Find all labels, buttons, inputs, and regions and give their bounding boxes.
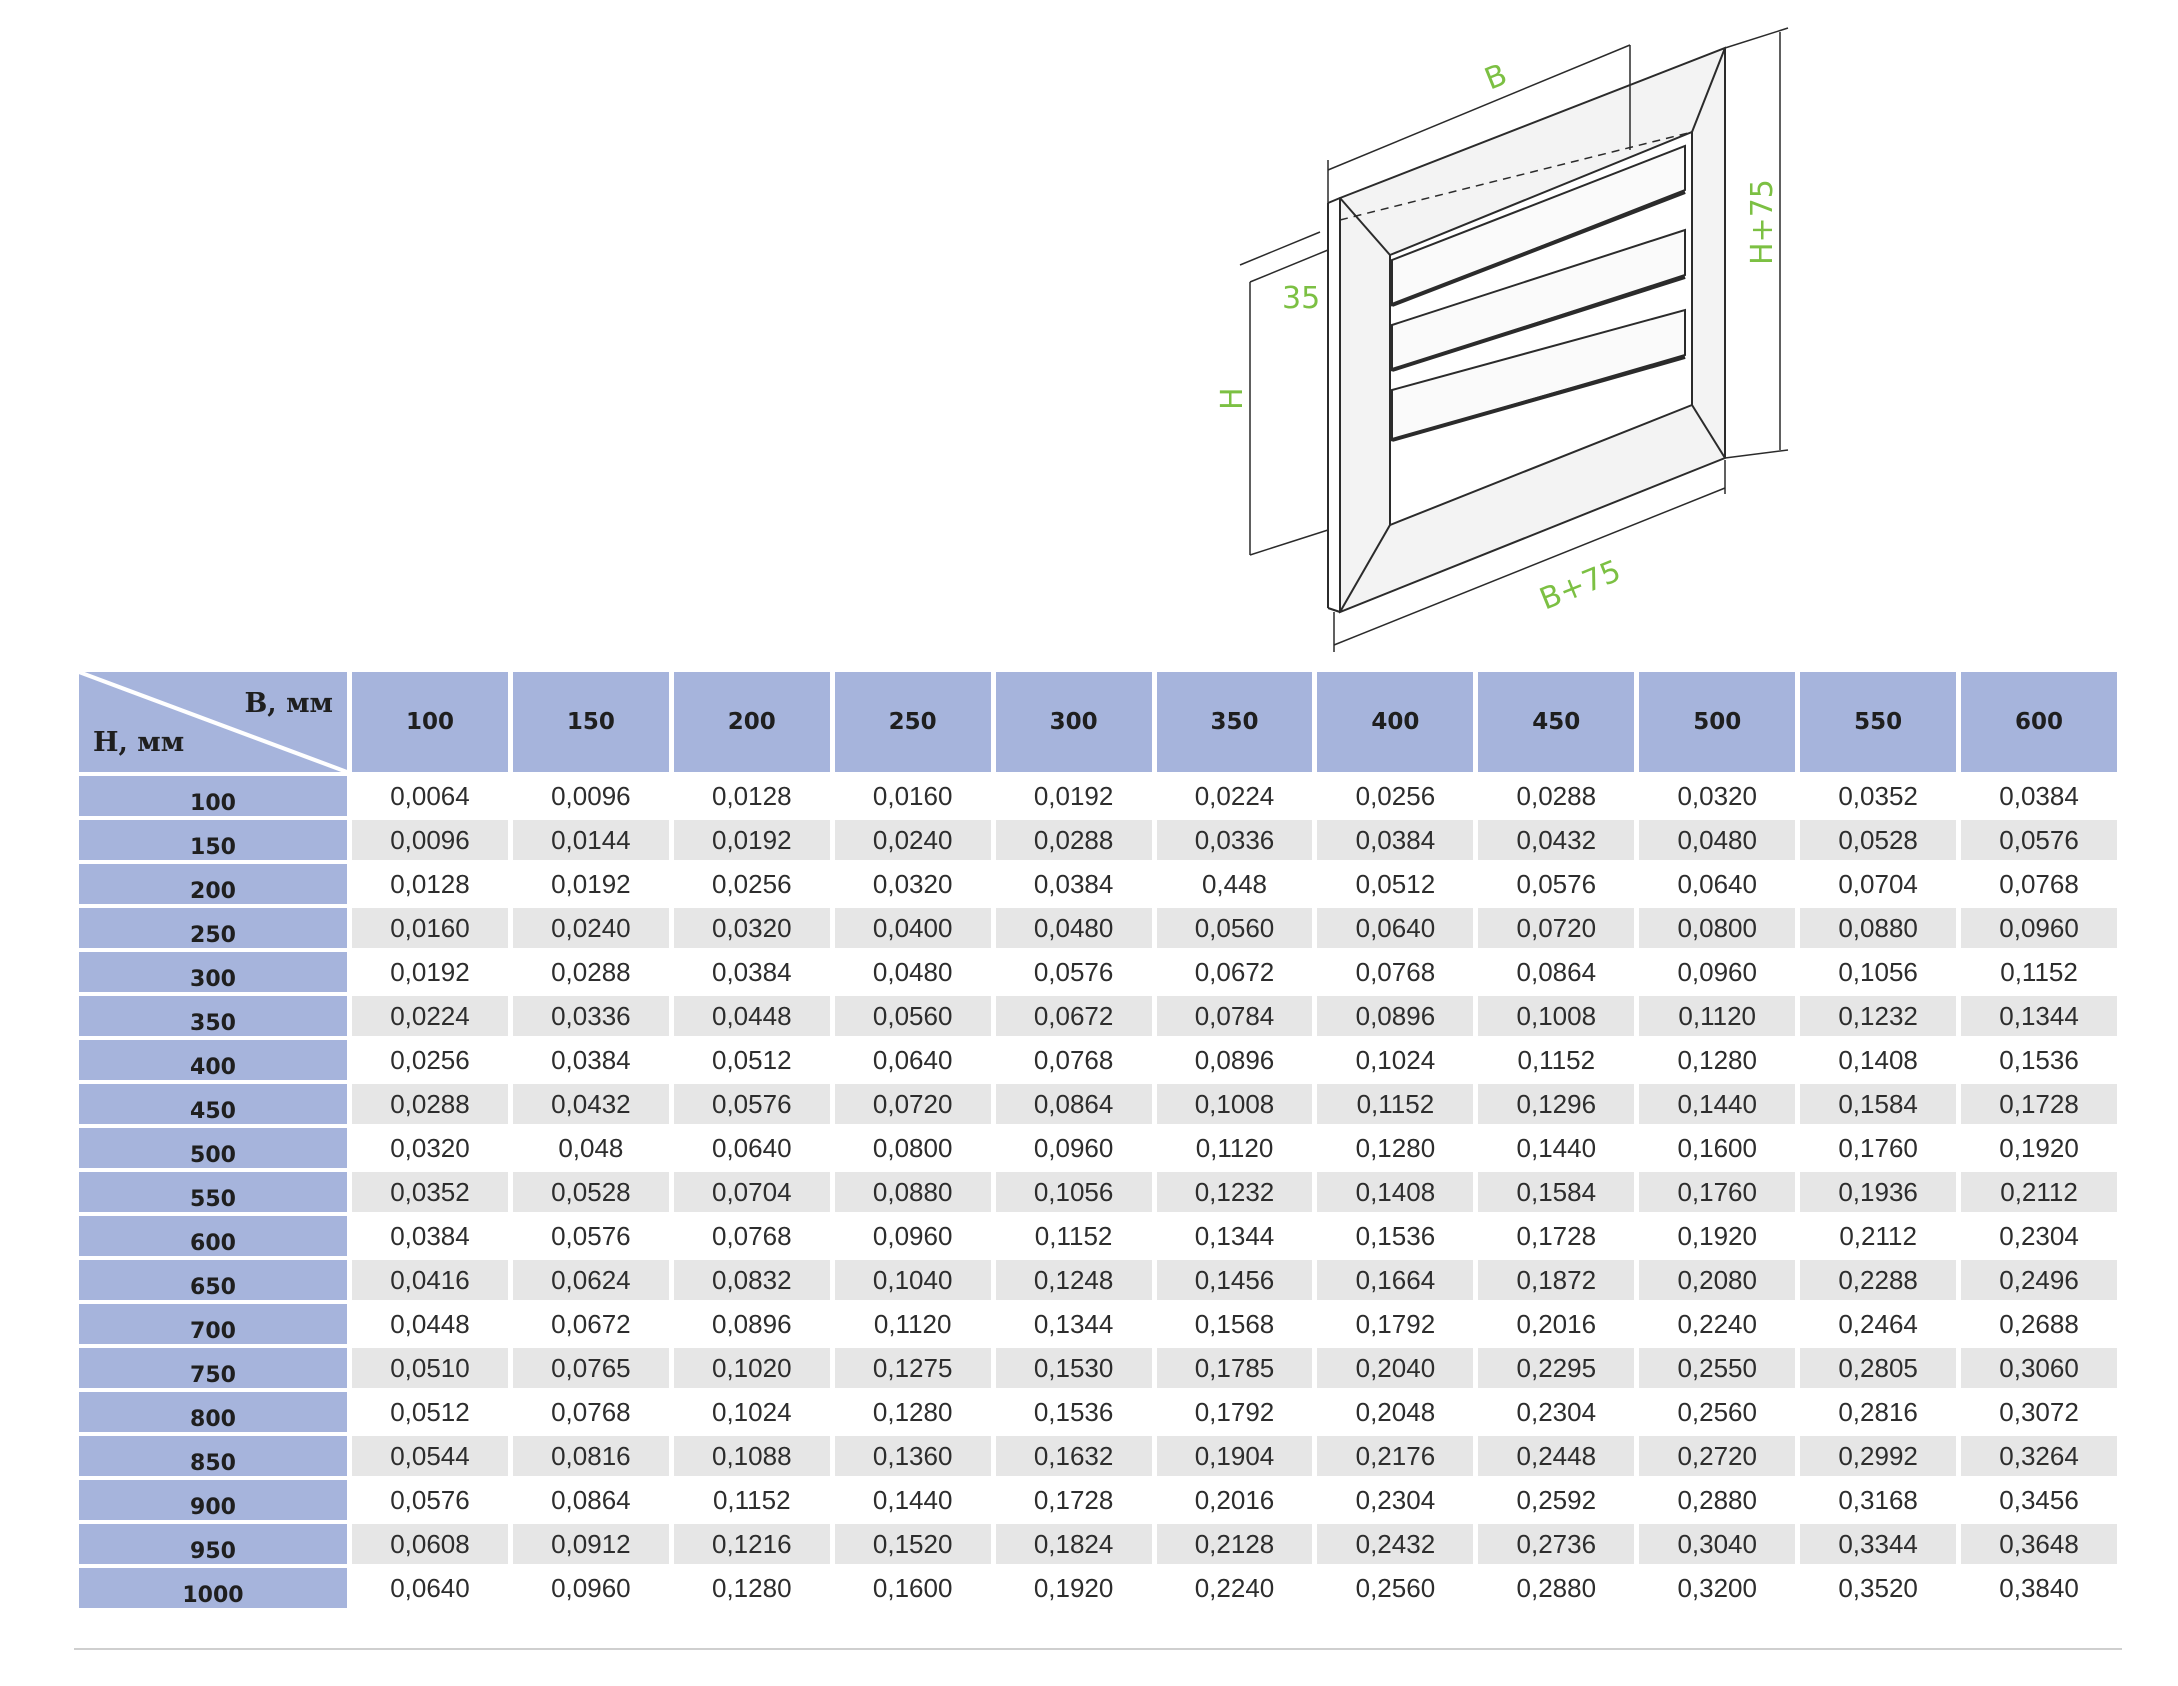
table-cell: 0,0896 (1194, 1044, 1275, 1075)
table-cell: 0,2080 (1639, 1260, 1795, 1300)
dim-label-h: H (1215, 387, 1250, 410)
table-cell: 0,0800 (872, 1132, 953, 1163)
table-cell: 0,0448 (674, 996, 830, 1036)
table-cell: 0,0624 (513, 1260, 669, 1300)
table-cell: 0,1904 (1157, 1436, 1313, 1476)
table-cell: 0,0672 (551, 1308, 631, 1339)
row-header-h: 300 (79, 952, 347, 992)
table-cell: 0,0128 (390, 868, 470, 899)
table-cell: 0,2550 (1639, 1348, 1795, 1388)
table-cell: 0,0384 (1317, 820, 1473, 860)
table-cell: 0,1280 (712, 1572, 792, 1603)
table-cell: 0,1120 (1639, 996, 1795, 1036)
table-cell: 0,0336 (1157, 820, 1313, 860)
table-cell: 0,0352 (352, 1172, 508, 1212)
table-cell: 0,2805 (1800, 1348, 1956, 1388)
table-cell: 0,0720 (1478, 908, 1634, 948)
table-cell: 0,0480 (996, 908, 1152, 948)
table-cell: 0,0576 (390, 1484, 470, 1515)
table-cell: 0,0672 (1194, 956, 1275, 987)
table-cell: 0,1360 (835, 1436, 991, 1476)
table-cell: 0,0576 (1961, 820, 2117, 860)
table-cell: 0,0880 (1800, 908, 1956, 948)
row-header-h: 200 (79, 864, 347, 904)
table-cell: 0,1275 (835, 1348, 991, 1388)
table-cell: 0,2560 (1677, 1396, 1757, 1427)
table-cell: 0,1536 (1355, 1220, 1436, 1251)
table-cell: 0,3344 (1800, 1524, 1956, 1564)
table-row (79, 1524, 2117, 1564)
table-row (79, 1128, 2117, 1168)
table-cell: 0,2992 (1800, 1436, 1956, 1476)
grille-dimension-drawing (1215, 20, 1820, 660)
table-row (79, 820, 2117, 860)
table-cell: 0,0224 (1194, 780, 1275, 811)
table-cell: 0,0768 (1033, 1044, 1114, 1075)
table-cell: 0,0720 (835, 1084, 991, 1124)
area-table (74, 668, 2122, 1612)
table-cell: 0,1920 (1677, 1220, 1757, 1251)
column-header-b: 450 (1478, 672, 1634, 772)
table-cell: 0,0256 (390, 1044, 470, 1075)
table-cell: 0,0416 (352, 1260, 508, 1300)
table-cell: 0,1792 (1355, 1308, 1436, 1339)
table-cell: 0,2016 (1516, 1308, 1597, 1339)
table-cell: 0,0432 (1478, 820, 1634, 860)
table-cell: 0,3520 (1838, 1572, 1918, 1603)
table-cell: 0,0512 (390, 1396, 470, 1427)
table-cell: 0,1936 (1800, 1172, 1956, 1212)
column-header-b: 350 (1157, 672, 1313, 772)
table-cell: 0,1530 (996, 1348, 1152, 1388)
row-header-h: 700 (79, 1304, 347, 1344)
table-row (79, 908, 2117, 948)
table-cell: 0,2112 (1839, 1220, 1917, 1251)
table-cell: 0,2816 (1838, 1396, 1918, 1427)
row-header-h: 250 (79, 908, 347, 948)
row-header-h: 850 (79, 1436, 347, 1476)
table-cell: 0,2496 (1961, 1260, 2117, 1300)
column-header-b: 550 (1800, 672, 1956, 772)
table-cell: 0,2040 (1317, 1348, 1473, 1388)
table-cell: 0,0384 (551, 1044, 631, 1075)
table-cell: 0,1440 (1516, 1132, 1597, 1163)
row-header-h: 400 (79, 1040, 347, 1080)
table-cell: 0,3200 (1677, 1572, 1757, 1603)
table-cell: 0,1008 (1478, 996, 1634, 1036)
table-cell: 0,1056 (1838, 956, 1918, 987)
table-cell: 0,1728 (1033, 1484, 1114, 1515)
table-cell: 0,0510 (352, 1348, 508, 1388)
column-header-b: 150 (513, 672, 669, 772)
table-row (79, 1348, 2117, 1388)
table-cell: 0,0512 (1355, 868, 1436, 899)
table-row (79, 864, 2117, 904)
table-cell: 0,2112 (1961, 1172, 2117, 1212)
table-cell: 0,1408 (1317, 1172, 1473, 1212)
table-cell: 0,1056 (996, 1172, 1152, 1212)
dim-label-h-plus-75: H+75 (1745, 179, 1780, 265)
table-cell: 0,0288 (1516, 780, 1597, 811)
table-cell: 0,2464 (1838, 1308, 1918, 1339)
table-cell: 0,2720 (1639, 1436, 1795, 1476)
table-cell: 0,1440 (1639, 1084, 1795, 1124)
table-cell: 0,0064 (390, 780, 470, 811)
table-row (79, 1040, 2117, 1080)
table-cell: 0,0560 (1157, 908, 1313, 948)
column-header-b: 100 (352, 672, 508, 772)
table-cell: 0,0512 (712, 1044, 792, 1075)
column-header-b: 400 (1317, 672, 1473, 772)
table-cell: 0,1760 (1838, 1132, 1918, 1163)
table-cell: 0,0960 (1961, 908, 2117, 948)
table-cell: 0,2048 (1355, 1396, 1436, 1427)
table-cell: 0,2304 (1999, 1220, 2079, 1251)
table-cell: 0,0640 (1317, 908, 1473, 948)
table-row (79, 996, 2117, 1036)
table-cell: 0,1600 (872, 1572, 953, 1603)
row-header-h: 900 (79, 1480, 347, 1520)
table-cell: 0,0560 (835, 996, 991, 1036)
table-cell: 0,1232 (1800, 996, 1956, 1036)
table-cell: 0,0096 (551, 780, 631, 811)
table-cell: 0,2448 (1478, 1436, 1634, 1476)
table-cell: 0,2304 (1516, 1396, 1597, 1427)
table-cell: 0,1024 (712, 1396, 792, 1427)
table-cell: 0,1456 (1157, 1260, 1313, 1300)
table-cell: 0,1216 (674, 1524, 830, 1564)
table-cell: 0,1280 (872, 1396, 953, 1427)
table-cell: 0,1584 (1800, 1084, 1956, 1124)
row-header-h: 550 (79, 1172, 347, 1212)
table-cell: 0,1792 (1194, 1396, 1275, 1427)
table-row (79, 1084, 2117, 1124)
table-cell: 0,2240 (1194, 1572, 1275, 1603)
table-cell: 0,1344 (1033, 1308, 1114, 1339)
table-cell: 0,1152 (1517, 1044, 1596, 1075)
table-cell: 0,0160 (352, 908, 508, 948)
column-header-b: 300 (996, 672, 1152, 772)
table-cell: 0,0544 (352, 1436, 508, 1476)
table-cell: 0,0832 (674, 1260, 830, 1300)
table-cell: 0,1728 (1516, 1220, 1597, 1251)
table-cell: 0,0576 (1516, 868, 1597, 899)
table-cell: 0,048 (558, 1132, 624, 1163)
table-cell: 0,1296 (1478, 1084, 1634, 1124)
table-cell: 0,0160 (872, 780, 953, 811)
table-cell: 0,0432 (513, 1084, 669, 1124)
table-bottom-rule (74, 1648, 2122, 1650)
row-axis-label: H, мм (93, 727, 185, 758)
table-cell: 0,2240 (1677, 1308, 1757, 1339)
table-cell: 0,0320 (872, 868, 953, 899)
table-cell: 0,0960 (551, 1572, 631, 1603)
table-cell: 0,0192 (1033, 780, 1114, 811)
table-cell: 0,0960 (1677, 956, 1757, 987)
row-header-h: 650 (79, 1260, 347, 1300)
column-header-b: 250 (835, 672, 991, 772)
table-cell: 0,1760 (1639, 1172, 1795, 1212)
table-cell: 0,0240 (513, 908, 669, 948)
row-header-h: 150 (79, 820, 347, 860)
table-cell: 0,0768 (1999, 868, 2079, 899)
table-cell: 0,1920 (1033, 1572, 1114, 1603)
table-cell: 0,1008 (1157, 1084, 1313, 1124)
table-cell: 0,0896 (1317, 996, 1473, 1036)
table-cell: 0,0352 (1838, 780, 1918, 811)
table-cell: 0,3648 (1961, 1524, 2117, 1564)
table-cell: 0,1232 (1157, 1172, 1313, 1212)
table-cell: 0,1600 (1677, 1132, 1757, 1163)
table-row (79, 1260, 2117, 1300)
table-row (79, 776, 2117, 816)
table-cell: 0,0800 (1639, 908, 1795, 948)
table-cell: 0,0528 (513, 1172, 669, 1212)
table-cell: 0,1088 (674, 1436, 830, 1476)
table-cell: 0,0765 (513, 1348, 669, 1388)
table-cell: 0,3040 (1639, 1524, 1795, 1564)
table-cell: 0,1120 (1195, 1132, 1274, 1163)
table-cell: 0,1280 (1677, 1044, 1757, 1075)
table-row (79, 1436, 2117, 1476)
table-cell: 0,0144 (513, 820, 669, 860)
table-cell: 0,0768 (712, 1220, 792, 1251)
table-row (79, 1216, 2117, 1256)
row-header-h: 500 (79, 1128, 347, 1168)
table-cell: 0,0528 (1800, 820, 1956, 860)
table-cell: 0,0640 (1677, 868, 1757, 899)
table-cell: 0,2432 (1317, 1524, 1473, 1564)
table-cell: 0,1920 (1999, 1132, 2079, 1163)
table-cell: 0,1728 (1961, 1084, 2117, 1124)
table-cell: 0,0704 (674, 1172, 830, 1212)
table-header-row (79, 672, 2117, 772)
table-cell: 0,0864 (996, 1084, 1152, 1124)
table-cell: 0,2560 (1355, 1572, 1436, 1603)
table-cell: 0,0192 (390, 956, 470, 987)
table-cell: 0,0320 (390, 1132, 470, 1163)
table-cell: 0,0960 (1033, 1132, 1114, 1163)
table-cell: 0,0640 (390, 1572, 470, 1603)
row-header-h: 450 (79, 1084, 347, 1124)
table-cell: 0,1824 (996, 1524, 1152, 1564)
table-cell: 0,0336 (513, 996, 669, 1036)
table-cell: 0,0384 (390, 1220, 470, 1251)
table-row (79, 1568, 2117, 1608)
table-cell: 0,1248 (996, 1260, 1152, 1300)
table-cell: 0,1152 (2000, 956, 2078, 987)
table-cell: 0,3168 (1838, 1484, 1918, 1515)
table-cell: 0,1408 (1838, 1044, 1918, 1075)
table-cell: 0,0960 (872, 1220, 953, 1251)
table-cell: 0,1344 (1961, 996, 2117, 1036)
table-cell: 0,0912 (513, 1524, 669, 1564)
table-cell: 0,3456 (1999, 1484, 2079, 1515)
table-cell: 0,1664 (1317, 1260, 1473, 1300)
table-cell: 0,0288 (996, 820, 1152, 860)
table-cell: 0,448 (1201, 868, 1268, 899)
table-cell: 0,0288 (352, 1084, 508, 1124)
table-cell: 0,0384 (712, 956, 792, 987)
table-cell: 0,0704 (1838, 868, 1918, 899)
table-cell: 0,1632 (996, 1436, 1152, 1476)
table-cell: 0,0480 (1639, 820, 1795, 860)
table-corner-cell (79, 672, 347, 772)
table-row (79, 952, 2117, 992)
table-cell: 0,0768 (551, 1396, 631, 1427)
table-cell: 0,0192 (551, 868, 631, 899)
grille-isometric-svg (1215, 20, 1820, 660)
table-cell: 0,0608 (352, 1524, 508, 1564)
table-cell: 0,2736 (1478, 1524, 1634, 1564)
table-cell: 0,1584 (1478, 1172, 1634, 1212)
table-cell: 0,0640 (712, 1132, 792, 1163)
table-cell: 0,0448 (390, 1308, 470, 1339)
table-cell: 0,0576 (551, 1220, 631, 1251)
dim-label-b: B (1479, 57, 1513, 98)
row-header-h: 100 (79, 776, 347, 816)
row-header-h: 600 (79, 1216, 347, 1256)
row-header-h: 750 (79, 1348, 347, 1388)
table-cell: 0,0192 (674, 820, 830, 860)
table-cell: 0,0864 (551, 1484, 631, 1515)
table-cell: 0,2288 (1800, 1260, 1956, 1300)
table-cell: 0,0224 (352, 996, 508, 1036)
table-cell: 0,1152 (1034, 1220, 1113, 1251)
table-cell: 0,0400 (835, 908, 991, 948)
table-cell: 0,0320 (674, 908, 830, 948)
table-cell: 0,0880 (835, 1172, 991, 1212)
table-cell: 0,1520 (835, 1524, 991, 1564)
table-cell: 0,0576 (1033, 956, 1114, 987)
table-cell: 0,0864 (1516, 956, 1597, 987)
table-cell: 0,2592 (1516, 1484, 1597, 1515)
table-cell: 0,0896 (712, 1308, 792, 1339)
column-header-b: 600 (1961, 672, 2117, 772)
table-cell: 0,0384 (1999, 780, 2079, 811)
table-cell: 0,0256 (712, 868, 792, 899)
column-axis-label: B, мм (244, 688, 333, 719)
table-cell: 0,1536 (1033, 1396, 1114, 1427)
table-cell: 0,1568 (1194, 1308, 1275, 1339)
table-cell: 0,1872 (1478, 1260, 1634, 1300)
row-header-h: 350 (79, 996, 347, 1036)
column-header-b: 500 (1639, 672, 1795, 772)
table-cell: 0,0816 (513, 1436, 669, 1476)
table-cell: 0,2016 (1194, 1484, 1275, 1515)
table-cell: 0,2295 (1478, 1348, 1634, 1388)
row-header-h: 1000 (79, 1568, 347, 1608)
table-cell: 0,2304 (1355, 1484, 1436, 1515)
table-cell: 0,1152 (1317, 1084, 1473, 1124)
table-cell: 0,0288 (551, 956, 631, 987)
table-cell: 0,1024 (1355, 1044, 1436, 1075)
column-header-b: 200 (674, 672, 830, 772)
table-cell: 0,0384 (1033, 868, 1114, 899)
table-cell: 0,2688 (1999, 1308, 2079, 1339)
table-cell: 0,2880 (1516, 1572, 1597, 1603)
table-row (79, 1172, 2117, 1212)
dim-label-depth: 35 (1282, 281, 1321, 316)
row-header-h: 950 (79, 1524, 347, 1564)
table-cell: 0,0576 (674, 1084, 830, 1124)
table-cell: 0,0096 (352, 820, 508, 860)
table-cell: 0,3072 (1999, 1396, 2079, 1427)
table-cell: 0,3840 (1999, 1572, 2079, 1603)
table-cell: 0,1536 (1999, 1044, 2079, 1075)
table-cell: 0,0256 (1355, 780, 1436, 811)
table-cell: 0,3060 (1961, 1348, 2117, 1388)
table-body (79, 776, 2117, 1608)
dim-label-b-plus-75: B+75 (1534, 553, 1626, 618)
table-cell: 0,0672 (996, 996, 1152, 1036)
table-cell: 0,1120 (873, 1308, 952, 1339)
table-cell: 0,1152 (712, 1484, 791, 1515)
table-cell: 0,1440 (872, 1484, 953, 1515)
table-cell: 0,1344 (1194, 1220, 1275, 1251)
table-cell: 0,1040 (835, 1260, 991, 1300)
row-header-h: 800 (79, 1392, 347, 1432)
table-cell: 0,0128 (712, 780, 792, 811)
table-row (79, 1480, 2117, 1520)
table-cell: 0,0240 (835, 820, 991, 860)
table-cell: 0,0640 (872, 1044, 953, 1075)
table-cell: 0,0784 (1157, 996, 1313, 1036)
table-row (79, 1304, 2117, 1344)
table-cell: 0,2176 (1317, 1436, 1473, 1476)
table-cell: 0,1020 (674, 1348, 830, 1388)
table-cell: 0,0768 (1355, 956, 1436, 987)
table-cell: 0,2128 (1157, 1524, 1313, 1564)
table-cell: 0,1785 (1157, 1348, 1313, 1388)
table-cell: 0,3264 (1961, 1436, 2117, 1476)
table-row (79, 1392, 2117, 1432)
table-cell: 0,0320 (1677, 780, 1757, 811)
table-cell: 0,2880 (1677, 1484, 1757, 1515)
table-cell: 0,0480 (872, 956, 953, 987)
table-cell: 0,1280 (1355, 1132, 1436, 1163)
